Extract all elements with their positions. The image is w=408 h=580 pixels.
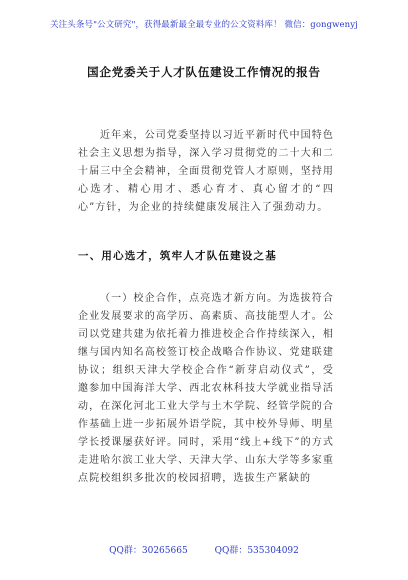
document-title: 国企党委关于人才队伍建设工作情况的报告 <box>87 65 321 79</box>
footer-qq-group-1: QQ群：30265665 <box>109 546 188 556</box>
section-1-paragraph: （一）校企合作，点亮选才新方向。为选拔符合企业发展要求的高学历、高素质、高技能型人才。公司以党建共建为依托着力推进校企合作持续深入，相继与国内知名高校签订校企战略合作协议、党建联建协议；组织天津大学校企合作“新芽启动仪式”，受邀参加中国海洋大学、西北农林科技大学就业指导活动，在深化河北工业大学与土木学院、经管学院的合作基础上进一步拓展外语学院，其中校外导师、明星学长授课屡获好评。同时，采用“线上+线下”的方式走进哈尔滨工业大学、天津大学、山东大学等多家重点院校组织多批次的校园招聘，选拔生产紧缺的 <box>78 293 334 484</box>
section-heading-1: 一、用心选才，筑牢人才队伍建设之基 <box>78 250 277 262</box>
footer-qq-group-2: QQ群：535304092 <box>214 546 299 556</box>
footer-contact <box>0 543 408 556</box>
top-banner: 关注头条号"公文研究"，获得最新最全最专业的公文资料库！ 微信：gongwenyj <box>50 20 358 30</box>
intro-paragraph: 近年来，公司党委坚持以习近平新时代中国特色社会主义思想为指导，深入学习贯彻党的二十大和二十届三中全会精神，全面贯彻党管人才原则，坚持用心选才、精心用才、悉心育才、真心留才的“四心”方针，为企业的持续健康发展注入了强劲动力。 <box>78 130 334 213</box>
